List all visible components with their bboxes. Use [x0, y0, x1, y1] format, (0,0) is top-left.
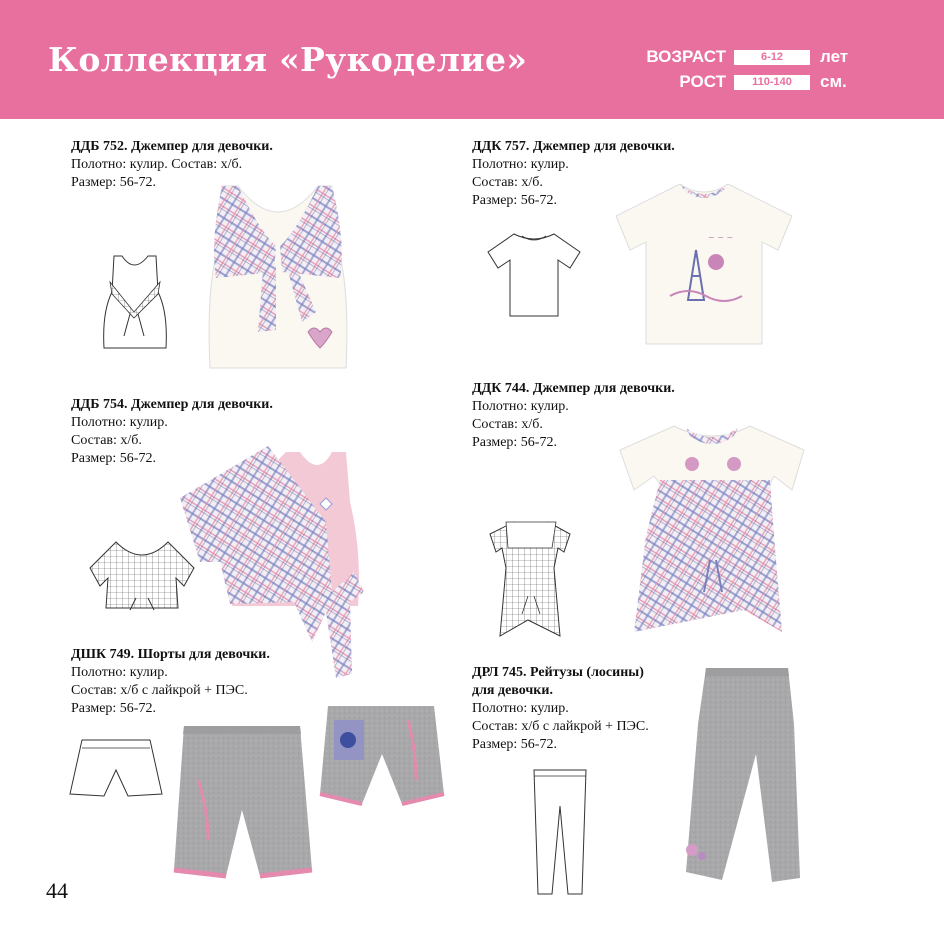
dshk749-photo-back [316, 700, 446, 808]
dshk749-sketch [68, 736, 164, 802]
product-dshk749-info [71, 646, 270, 718]
product-name: ДДБ 752. Джемпер для девочки. [71, 139, 273, 154]
height-unit: см. [820, 72, 847, 91]
product-detail: Состав: х/б с лайкрой + ПЭС. [472, 719, 649, 734]
age-unit: лет [820, 47, 849, 66]
dshk749-photo-front [170, 720, 314, 882]
product-detail: Полотно: кулир. [472, 399, 569, 414]
height-label: РОСТ [679, 72, 726, 91]
product-detail: Размер: 56-72. [71, 451, 156, 466]
product-detail: Полотно: кулир. [71, 665, 168, 680]
product-detail: Состав: х/б. [472, 417, 543, 432]
height-row [636, 72, 848, 92]
product-drl745-info [472, 664, 649, 754]
product-name: ДРЛ 745. Рейтузы (лосины) [472, 665, 644, 680]
header-band [0, 0, 944, 119]
product-detail: Полотно: кулир. [71, 415, 168, 430]
product-name: ДДК 744. Джемпер для девочки. [472, 381, 675, 396]
product-name: ДШК 749. Шорты для девочки. [71, 647, 270, 662]
age-row [636, 47, 848, 67]
ddk744-photo [614, 420, 810, 640]
product-name: ДДК 757. Джемпер для девочки. [472, 139, 675, 154]
product-name: для девочки. [472, 683, 553, 698]
product-detail: Размер: 56-72. [71, 175, 156, 190]
product-detail: Размер: 56-72. [71, 701, 156, 716]
product-detail: Размер: 56-72. [472, 193, 557, 208]
product-detail: Состав: х/б с лайкрой + ПЭС. [71, 683, 248, 698]
product-detail: Размер: 56-72. [472, 737, 557, 752]
ddb752-photo [204, 182, 352, 370]
product-detail: Размер: 56-72. [472, 435, 557, 450]
drl745-sketch [528, 766, 592, 898]
product-detail: Состав: х/б. [71, 433, 142, 448]
age-label: ВОЗРАСТ [646, 47, 726, 66]
height-value: 110-140 [734, 75, 810, 90]
product-detail: Полотно: кулир. Состав: х/б. [71, 157, 243, 172]
product-detail: Состав: х/б. [472, 175, 543, 190]
print-graphic: ~ ~ ~ [708, 233, 734, 242]
page-title: Коллекция «Рукоделие» [48, 40, 528, 79]
drl745-photo [662, 664, 804, 888]
product-name: ДДБ 754. Джемпер для девочки. [71, 397, 273, 412]
ddb752-sketch [100, 252, 170, 352]
product-detail: Полотно: кулир. [472, 701, 569, 716]
ddk744-sketch [488, 518, 574, 642]
product-detail: Полотно: кулир. [472, 157, 569, 172]
age-value: 6-12 [734, 50, 810, 65]
ddk757-photo [608, 180, 800, 348]
page-number: 44 [46, 878, 68, 903]
ddk757-sketch [486, 230, 582, 320]
